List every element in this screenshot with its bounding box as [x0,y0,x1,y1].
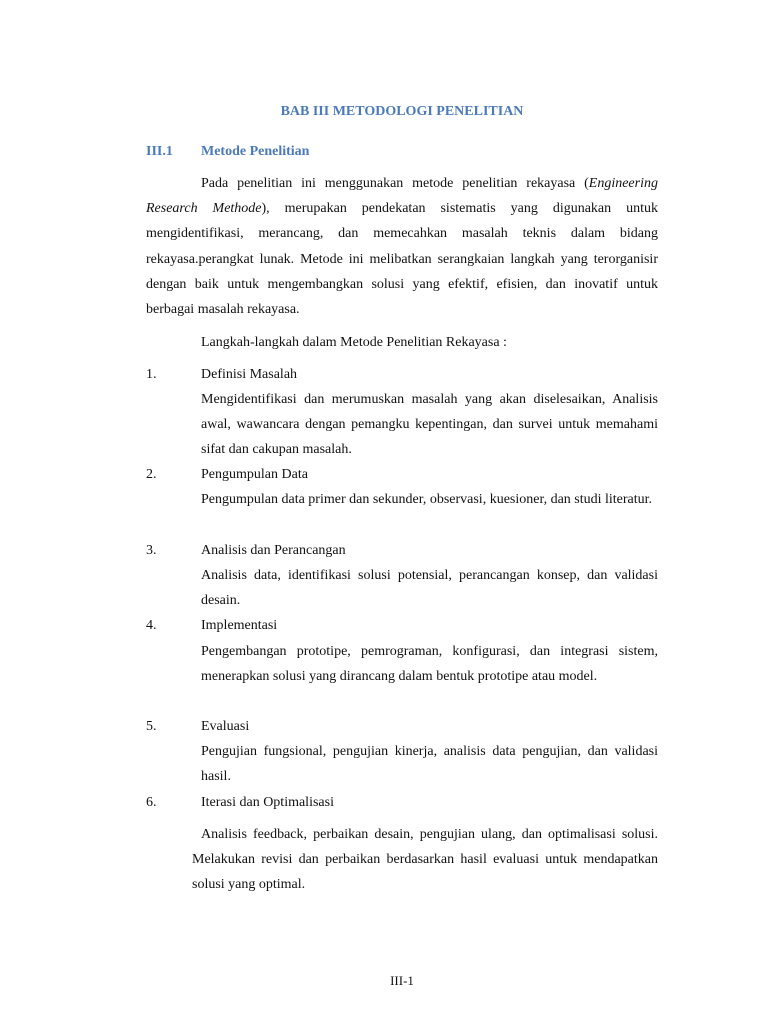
intro-text-before: Pada penelitian ini menggunakan metode penelitian rekayasa ( [201,176,589,191]
step-description: Mengidentifikasi dan merumuskan masalah yang akan diselesaikan, Analisis awal, wawancara dengan pemangku kepentingan, dan survei untuk memahami sifat dan cakupan masalah. [201,392,658,458]
section-number: III.1 [146,144,173,159]
section-heading [146,142,658,162]
chapter-title: BAB III METODOLOGI PENELITIAN [280,104,524,119]
step-title: Pengumpulan Data [201,467,308,482]
step-title-row [146,716,658,738]
step-number: 6. [146,795,157,810]
step-number: 5. [146,719,157,734]
step-title: Definisi Masalah [201,367,298,382]
step-number: 4. [146,618,157,633]
step-number: 2. [146,467,157,482]
step-number: 3. [146,543,157,558]
step-title: Evaluasi [201,719,250,734]
intro-text-after: ), merupakan pendekatan sistematis yang digunakan untuk mengidentifikasi, merancang, dan memecahkan masalah teknis dalam bidang rekayasa.perangkat lunak. Metode ini melibatkan serangkaian langkah yang terorganisir dengan baik untuk mengembangkan solusi yang efektif, efisien, dan inovatif untuk berbagai masalah rekayasa. [146,201,658,318]
step-title: Analisis dan Perancangan [201,543,346,558]
step-description: Analisis data, identifikasi solusi potensial, perancangan konsep, dan validasi desain. [201,568,658,609]
step-title: Iterasi dan Optimalisasi [201,795,334,810]
step-title: Implementasi [201,618,278,633]
step-title-row [146,464,658,486]
step-title-row [146,615,658,637]
steps-intro: Langkah-langkah dalam Metode Penelitian Rekayasa : [201,335,507,350]
step-description: Pengujian fungsional, pengujian kinerja, analisis data pengujian, dan validasi hasil. [201,744,658,785]
section-title: Metode Penelitian [201,144,310,159]
step-title-row [146,792,658,814]
step-description: Pengumpulan data primer dan sekunder, observasi, kuesioner, dan studi literatur. [201,492,653,507]
step-description: Pengembangan prototipe, pemrograman, konfigurasi, dan integrasi sistem, menerapkan solusi yang dirancang dalam bentuk prototipe atau model. [201,644,658,685]
final-paragraph: Analisis feedback, perbaikan desain, pengujian ulang, dan optimalisasi solusi. Melakukan revisi dan perbaikan berdasarkan hasil evaluasi untuk mendapatkan solusi yang optimal. [192,827,658,893]
intro-paragraph [146,171,658,322]
page-number: III-1 [390,973,414,988]
step-title-row [146,364,658,386]
intro-italic-term: Engineering Research Methode [146,176,658,217]
step-number: 1. [146,367,157,382]
step-title-row [146,540,658,562]
